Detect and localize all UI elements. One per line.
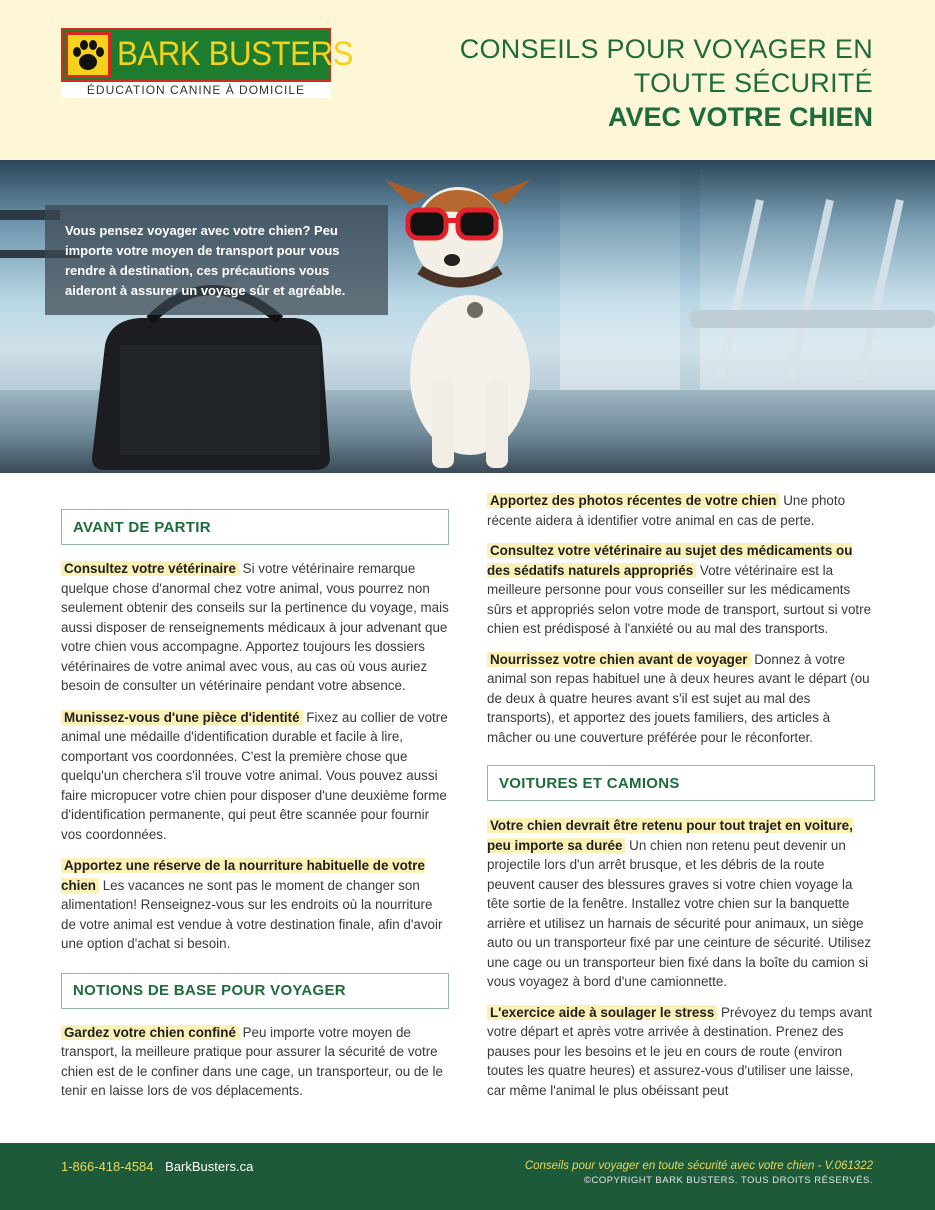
highlight-label: Munissez-vous d'une pièce d'identité	[61, 710, 303, 725]
left-column	[61, 491, 449, 1101]
hero-caption-box	[45, 205, 388, 315]
paragraph-text: Si votre vétérinaire remarque quelque chose d'anormal chez votre animal, vous pourrez non seulement obtenir des conseils sur la pertinence du voyage, mais aussi disposer de renseignements médicaux à jour advenant que votre chien vous accompagne. Apportez toujours les dossiers vétérinaires de votre animal avec vous, au cas où vous auriez besoin de consulter un vétérinaire pendant votre absence.	[61, 561, 449, 693]
logo-name: BARK BUSTERS	[117, 35, 354, 73]
paragraph-text: Votre vétérinaire est la meilleure personne pour vous conseiller sur les médicaments sûrs et appropriés selon votre mode de transport, surtout si votre chien est prédisposé à l'anxiété ou au mal des transports.	[487, 562, 872, 636]
paragraph	[61, 1023, 449, 1101]
footer-copyright: ©COPYRIGHT BARK BUSTERS. TOUS DROITS RÉSERVÉS.	[583, 1175, 873, 1186]
paragraph	[487, 650, 875, 748]
paragraph-text: Une photo récente aidera à identifier votre animal en cas de perte.	[487, 493, 846, 528]
footer	[0, 1143, 935, 1210]
logo-tagline: ÉDUCATION CANINE À DOMICILE	[61, 82, 331, 98]
bark-busters-logo[interactable]	[61, 28, 354, 98]
paragraph-text: Prévoyez du temps avant votre départ et après votre arrivée à destination. Prenez des pauses pour les besoins et le jeu en cours de route (environ toutes les quatre heures) et assurez-vous d'utiliser une laisse, car même l'animal le plus obéissant peut	[487, 1004, 873, 1098]
highlight-label: Votre chien devrait être retenu pour tout trajet en voiture, peu importe sa durée	[487, 818, 853, 853]
hero-caption: Vous pensez voyager avec votre chien? Peu importe votre moyen de transport pour vous rendre à destination, ces précautions vous aideront à assurer un voyage sûr et agréable.	[65, 223, 346, 298]
section-heading-notions: NOTIONS DE BASE POUR VOYAGER	[61, 973, 449, 1009]
highlight-label: Nourrissez votre chien avant de voyager	[487, 652, 751, 667]
paragraph	[487, 491, 875, 530]
paragraph	[61, 559, 449, 696]
paragraph-text: Fixez au collier de votre animal une médaille d'identification durable et facile à lire, comportant vos coordonnées. C'est la première chose que quelqu'un cherchera s'il trouve votre animal. Vous pouvez aussi faire micropucer votre chien pour disposer d'une deuxième forme d'identification permanente, qui peut être scannée pour fournir vos coordonnées.	[61, 709, 448, 842]
page-title	[460, 32, 873, 134]
section-heading-voitures: VOITURES ET CAMIONS	[487, 765, 875, 801]
logo-banner	[61, 28, 354, 82]
highlight-label: Apportez des photos récentes de votre chien	[487, 493, 779, 508]
paragraph	[61, 856, 449, 954]
paragraph-text: Donnez à votre animal son repas habituel une à deux heures avant le départ (ou de deux à quatre heures avant s'il est sujet au mal des transports), et apportez des jouets familiers, des articles à mâcher ou une couverture préférée pour le réconforter.	[487, 651, 870, 745]
header	[0, 0, 935, 160]
highlight-label: Consultez votre vétérinaire	[61, 561, 239, 576]
hero-image	[0, 160, 935, 473]
title-line-1: CONSEILS POUR VOYAGER EN	[459, 34, 873, 64]
footer-doc-title: Conseils pour voyager en toute sécurité avec votre chien - V.061322	[524, 1160, 873, 1172]
paragraph-text: Peu importe votre moyen de transport, la meilleure pratique pour assurer la sécurité de votre chien est de le confiner dans une cage, un transporteur, ou de le tenir en laisse lors de vos déplacements.	[61, 1024, 443, 1098]
paragraph	[487, 1003, 875, 1101]
highlight-label: Gardez votre chien confiné	[61, 1025, 239, 1040]
title-line-2: TOUTE SÉCURITÉ	[633, 68, 873, 98]
paragraph	[487, 541, 875, 639]
highlight-label: Apportez une réserve de la nourriture habituelle de votre chien	[61, 858, 425, 893]
paragraph-text: Les vacances ne sont pas le moment de changer son alimentation! Renseignez-vous sur les endroits où la nourriture de votre animal est vendue à votre destination finale, afin d'avoir une option d'achat si besoin.	[61, 877, 443, 951]
paragraph	[487, 816, 875, 992]
highlight-label: Consultez votre vétérinaire au sujet des médicaments ou des sédatifs naturels appropriés	[487, 543, 853, 578]
right-column	[487, 491, 875, 1100]
paragraph-text: Un chien non retenu peut devenir un projectile lors d'un arrêt brusque, et les débris de la route peuvent causer des blessures graves si votre chien voyage la tête sortie de la fenêtre. Installez votre chien sur la banquette arrière et utilisez un harnais de sécurité pour animaux, un siège auto ou un transporteur fixé par une ceinture de sécurité. Utilisez une cage ou un transporteur bien fixé dans la boîte du camion si vous voyagez à bord d'une camionnette.	[487, 837, 872, 989]
website-link[interactable]: BarkBusters.ca	[165, 1159, 254, 1174]
paragraph	[61, 708, 449, 845]
paw-icon	[65, 32, 111, 78]
title-line-3: AVEC VOTRE CHIEN	[607, 102, 873, 132]
phone-link[interactable]: 1-866-418-4584	[61, 1159, 154, 1174]
footer-info	[525, 1158, 873, 1188]
section-heading-avant-de-partir: AVANT DE PARTIR	[61, 509, 449, 545]
highlight-label: L'exercice aide à soulager le stress	[487, 1005, 717, 1020]
footer-contact	[61, 1159, 253, 1174]
